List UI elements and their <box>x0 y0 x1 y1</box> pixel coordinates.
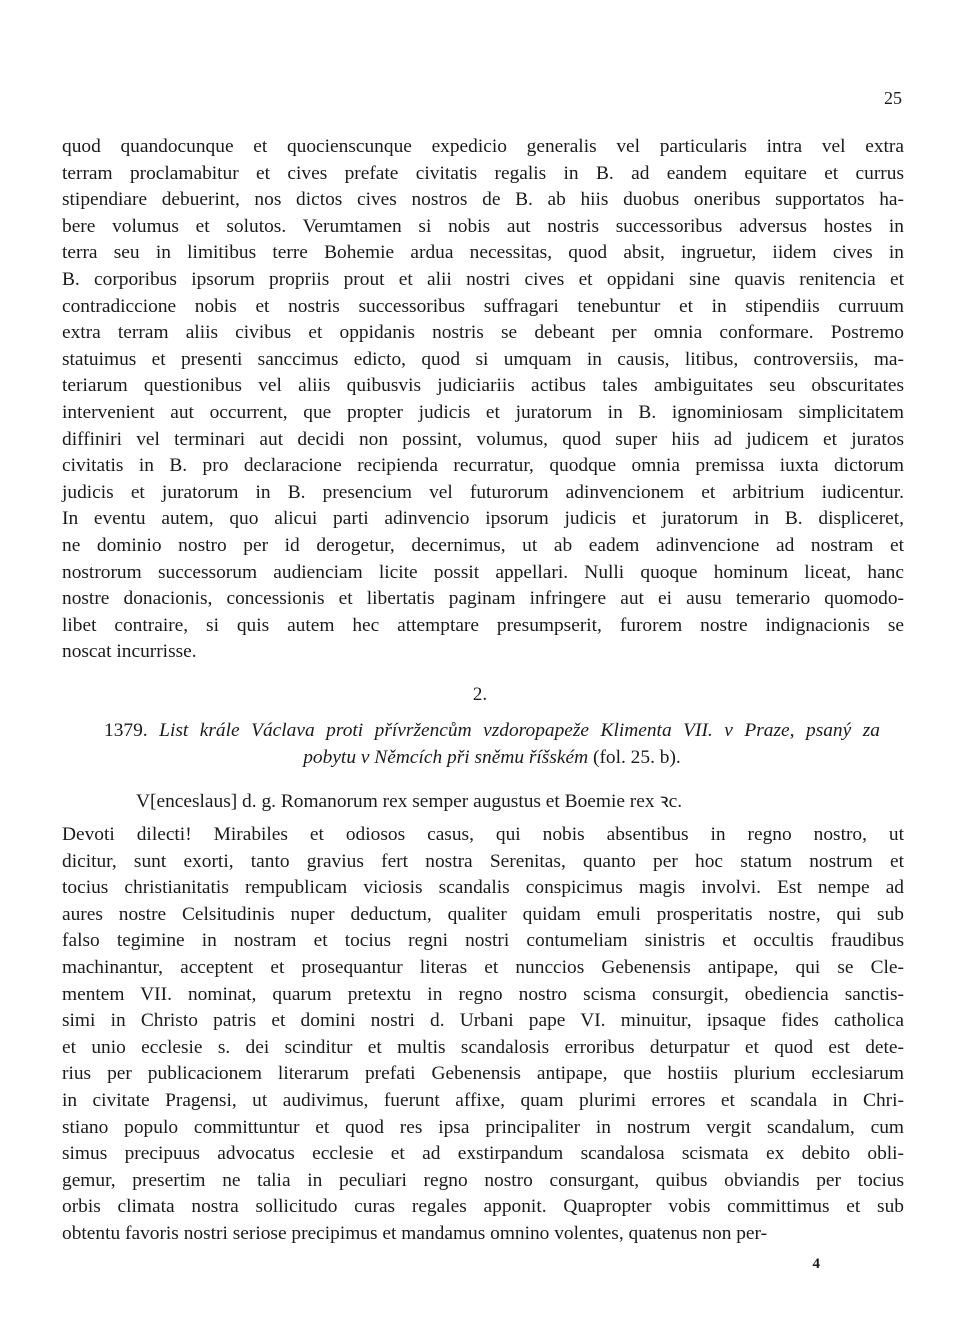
text-line: diffiniri vel terminari aut decidi non possint, volumus, quod super hiis ad judicem et juratos <box>62 428 904 450</box>
text-line: machinantur, acceptent et prosequantur literas et nunccios Gebenensis antipape, qui se Cle- <box>62 956 904 978</box>
text-line: contradiccione nobis et nostris successoribus suffragari tenebuntur et in stipendiis curruum <box>62 295 904 317</box>
text-line: nostrorum successorum audienciam licite possit appellari. Nulli quoque hominum liceat, hanc <box>62 561 904 583</box>
text-line: rius per publicacionem literarum prefati Gebenensis antipape, que hostiis plurium ecclesiarum <box>62 1063 904 1085</box>
letter-text-paragraph <box>62 822 904 1248</box>
text-line: tocius christianitatis rempublicam viciosis scandalis conspicimus magis involvi. Est nempe ad <box>62 877 904 899</box>
text-line: dicitur, sunt exorti, tanto gravius fert nostra Serenitas, quanto per hoc statum nostrum et <box>62 850 904 872</box>
page-number: 25 <box>884 88 902 108</box>
heading-line-1 <box>104 718 880 745</box>
section-number: 2. <box>472 684 488 705</box>
text-line: nostre donacionis, concessionis et libertatis paginam infringere aut ei ausu temerario quomodo- <box>62 588 904 610</box>
text-line: ne dominio nostro per id derogetur, decernimus, ut ab eadem adinvencione ad nostram et <box>62 534 904 556</box>
text-line: in civitate Pragensi, ut audivimus, fuerunt affixe, quam plurimi errores et scandala in Chri- <box>62 1089 904 1111</box>
text-line: quod quandocunque et quocienscunque expedicio generalis vel particularis intra vel extra <box>62 136 904 157</box>
text-line: judicis et juratorum in B. presencium vel futurorum adinvencionem et arbitrium iudicentur. <box>62 481 904 503</box>
text-line: simus precipuus advocatus ecclesie et ad exstirpandum scandalosa scismata ex debito obli- <box>62 1143 904 1165</box>
heading-year: 1379. <box>104 720 148 741</box>
heading-source-ref: (fol. 25. b). <box>592 746 681 768</box>
text-line: simi in Christo patris et domini nostri d. Urbani pape VI. minuitur, ipsaque fides catholica <box>62 1010 904 1032</box>
text-line: extra terram aliis civibus et oppidanis nostris se debeant per omnia conformare. Postremo <box>62 322 904 344</box>
text-line: noscat incurrisse. <box>62 641 197 663</box>
text-line: intervenient aut occurrent, que propter judicis et juratorum in B. ignominiosam simplicitatem <box>62 401 904 423</box>
charter-text-paragraph <box>62 134 904 666</box>
text-line: Devoti dilecti! Mirabiles et odiosos casus, qui nobis absentibus in regno nostro, ut <box>62 824 904 845</box>
text-line: terra seu in limitibus terre Bohemie ardua necessitas, quod absit, ingruetur, iidem cives in <box>62 242 904 264</box>
text-line: orbis climata nostra sollicitudo curas regales apponit. Quapropter vobis committimus et sub <box>62 1196 904 1218</box>
text-line: stipendiare debuerint, nos dictos cives nostros de B. ab hiis duobus oneribus supportatos ha- <box>62 189 904 211</box>
document-heading <box>104 718 880 771</box>
text-line: B. corporibus ipsorum propriis prout et alii nostri cives et oppidani sine quavis renitencia et <box>62 268 904 290</box>
text-line: obtentu favoris nostri seriose precipimus et mandamus omnino volentes, quatenus non per- <box>62 1222 768 1244</box>
printer-signature-mark: 4 <box>812 1256 820 1272</box>
text-line: In eventu autem, quo alicui parti adinvencio ipsorum judicis et juratorum in B. displiceret, <box>62 508 904 530</box>
text-line: bere volumus et solutos. Verumtamen si nobis aut nostris successoribus adversus hostes in <box>62 215 904 237</box>
text-line: teriarum questionibus vel aliis quibusvis judiciariis actibus tales ambiguitates seu obscuritates <box>62 375 904 397</box>
salutation-line: V[enceslaus] d. g. Romanorum rex semper augustus et Boemie rex ꝛc. <box>136 791 683 812</box>
heading-title-part2: pobytu v Němcích při sněmu říšském <box>303 746 589 768</box>
text-line: civitatis in B. pro declaracione recipienda recurratur, quodque omnia premissa iuxta dictorum <box>62 455 904 477</box>
text-line: et unio ecclesie s. dei scinditur et multis scandalosis erroribus deturpatur et quod est dete- <box>62 1036 904 1058</box>
heading-line-2 <box>104 745 880 772</box>
text-line: aures nostre Celsitudinis nuper deductum, qualiter quidam emuli prosperitatis nostre, qui sub <box>62 903 904 925</box>
text-line: falso tegimine in nostram et tocius regni nostri contumeliam sinistris et occultis fraudibus <box>62 930 904 952</box>
text-line: mentem VII. nominat, quarum pretextu in regno nostro scisma consurgit, obediencia sanctis- <box>62 983 904 1005</box>
text-line: statuimus et presenti sanccimus edicto, quod si umquam in causis, litibus, controversiis, ma- <box>62 348 904 370</box>
text-line: libet contraire, si quis autem hec attemptare presumpserit, furorem nostre indignacionis se <box>62 614 904 636</box>
text-line: stiano populo committuntur et quod res ipsa principaliter in nostrum vergit scandalum, cum <box>62 1116 904 1138</box>
text-line: terram proclamabitur et cives prefate civitatis regalis in B. ad eandem equitare et currus <box>62 162 904 184</box>
heading-title-part1: List krále Václava proti přívržencům vzdoropapeže Klimenta VII. v Praze, psaný za <box>159 720 880 741</box>
text-line: gemur, presertim ne talia in peculiari regno nostro consurgant, quibus obviandis per tocius <box>62 1169 904 1191</box>
